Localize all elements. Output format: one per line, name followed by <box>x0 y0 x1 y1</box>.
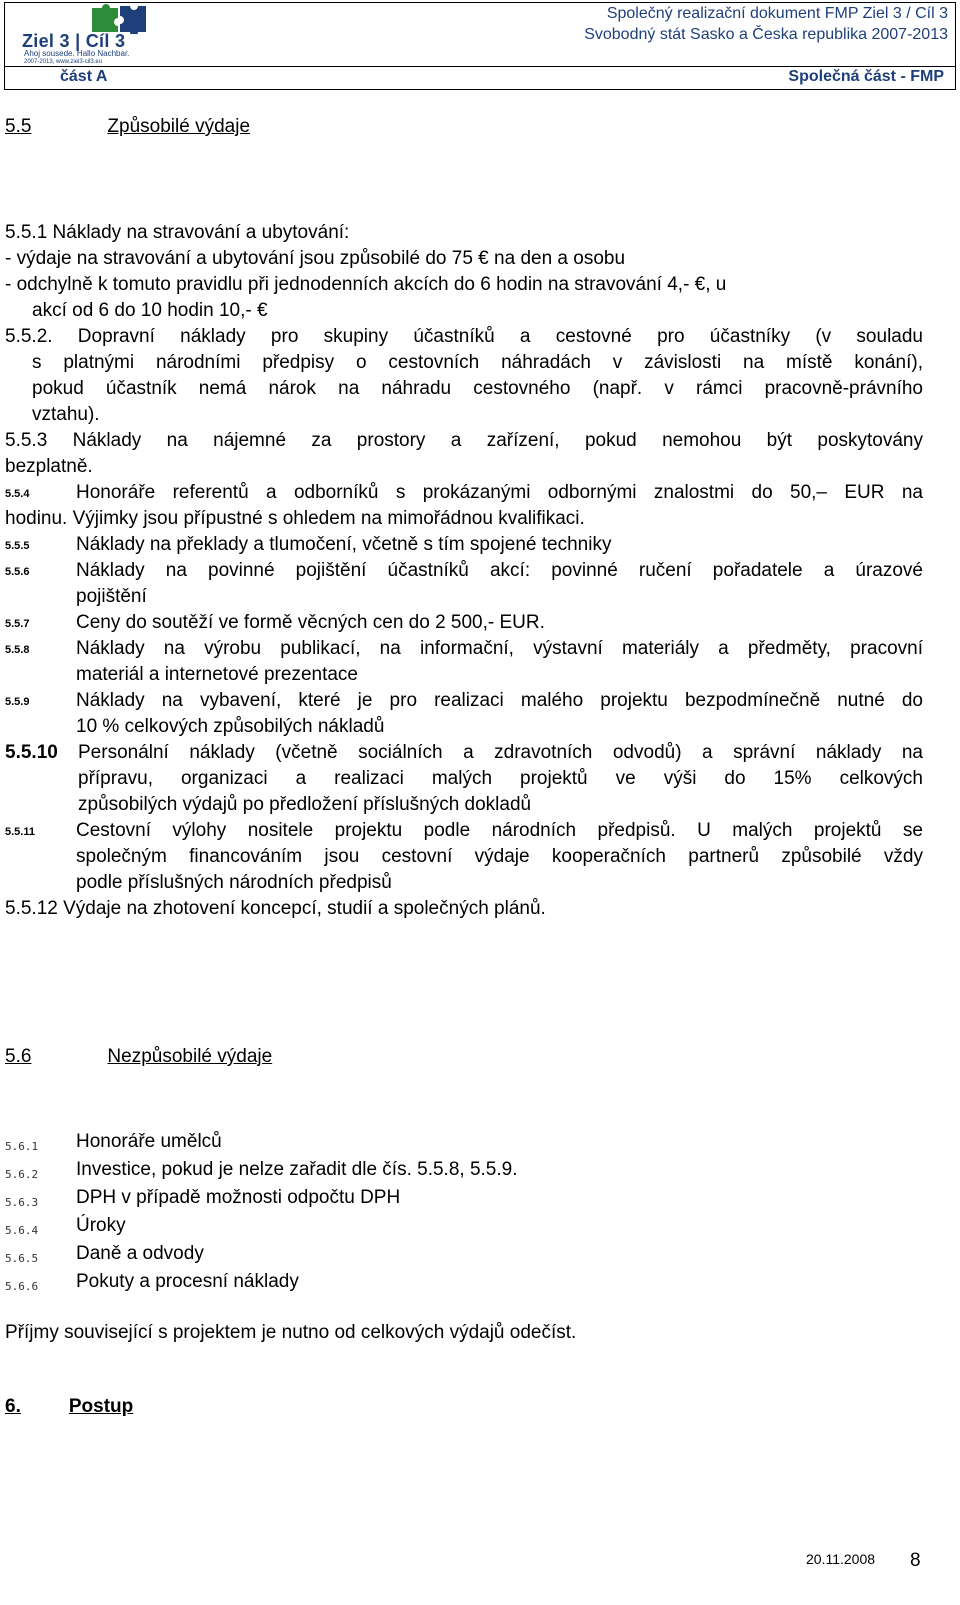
item-5-5-10-number: 5.5.10 <box>5 742 58 763</box>
item-5-5-8-number: 5.5.8 <box>5 644 30 656</box>
ziel3-logo <box>22 4 152 64</box>
page-number: 8 <box>910 1550 921 1571</box>
item-5-5-1-heading: 5.5.1 Náklady na stravování a ubytování: <box>5 222 350 243</box>
section-5-6-heading <box>5 1046 272 1068</box>
item-5-5-10-line2: přípravu, organizaci a realizaci malých projektů ve výši do 15% celkových <box>78 768 923 789</box>
item-5-5-11-line2: společným financováním jsou cestovní výdaje kooperačních partnerů způsobilé vždy <box>76 846 923 867</box>
puzzle-logo-icon <box>90 4 148 34</box>
item-5-5-2-line3: pokud účastník nemá nárok na náhradu cestovného (např. v rámci pracovně-právního <box>32 378 923 399</box>
item-5-5-1-bullet-2-cont: akcí od 6 do 10 hodin 10,- € <box>32 300 268 321</box>
page-header <box>4 2 958 90</box>
item-5-5-10-line3: způsobilých výdajů po předložení příslušných dokladů <box>78 794 532 815</box>
item-5-5-4-line1: Honoráře referentů a odborníků s prokázanými odbornými znalostmi do 50,– EUR na <box>76 482 923 503</box>
section-5-5-heading <box>5 116 250 138</box>
item-5-5-5-line1: Náklady na překlady a tlumočení, včetně s tím spojené techniky <box>76 534 612 555</box>
section-5-6-title: Nezpůsobilé výdaje <box>107 1046 273 1067</box>
item-5-5-8-line1: Náklady na výrobu publikací, na informační, výstavní materiály a předměty, pracovní <box>76 638 923 659</box>
section-6-number: 6. <box>5 1396 21 1417</box>
item-5-5-6-line2: pojištění <box>76 586 147 607</box>
item-5-5-2-line2: s platnými národními předpisy o cestovních náhradách v závislosti na místě konání), <box>32 352 923 373</box>
item-5-5-5-number: 5.5.5 <box>5 540 30 552</box>
header-divider <box>4 66 956 67</box>
item-5-5-4-number: 5.5.4 <box>5 488 30 500</box>
item-5-5-11-line3: podle příslušných národních předpisů <box>76 872 392 893</box>
item-5-5-6-number: 5.5.6 <box>5 566 30 578</box>
list-item: Honoráře umělců <box>76 1131 222 1152</box>
item-5-5-11-number: 5.5.11 <box>5 826 35 838</box>
logo-url: 2007-2013, www.ziel3-cil3.eu <box>24 59 103 65</box>
section-6-title: Postup <box>68 1396 134 1417</box>
item-5-5-2-line1: 5.5.2. Dopravní náklady pro skupiny účastníků a cestovné pro účastníky (v souladu <box>5 326 923 347</box>
item-5-5-11-line1: Cestovní výlohy nositele projektu podle národních předpisů. U malých projektů se <box>76 820 923 841</box>
header-part-left: část A <box>60 68 108 85</box>
list-item: Pokuty a procesní náklady <box>76 1271 299 1292</box>
item-5-5-3-line2: bezplatně. <box>5 456 93 477</box>
item-5-5-7-number: 5.5.7 <box>5 618 30 630</box>
item-5-5-9-line1: Náklady na vybavení, které je pro realizaci malého projektu bezpodmínečně nutné do <box>76 690 923 711</box>
list-item-number: 5.6.6 <box>5 1280 39 1293</box>
item-5-5-1-bullet-1: - výdaje na stravování a ubytování jsou způsobilé do 75 € na den a osobu <box>5 248 626 269</box>
header-title-line1: Společný realizační dokument FMP Ziel 3 / Cíl 3 <box>606 5 948 22</box>
list-item-number: 5.6.1 <box>5 1140 39 1153</box>
item-5-5-2-line4: vztahu). <box>32 404 100 425</box>
header-part-right: Společná část - FMP <box>788 68 944 85</box>
list-item-number: 5.6.3 <box>5 1196 39 1209</box>
logo-brand: Ziel 3 | Cíl 3 <box>22 31 126 51</box>
logo-tagline: Ahoj sousede. Hallo Nachbar. <box>24 49 130 58</box>
section-5-6-number: 5.6 <box>5 1046 32 1067</box>
section-5-5-number: 5.5 <box>5 116 32 137</box>
footer-date: 20.11.2008 <box>806 1551 876 1567</box>
list-item: Úroky <box>76 1215 126 1236</box>
section-6-heading <box>5 1396 133 1418</box>
list-item-number: 5.6.4 <box>5 1224 39 1237</box>
header-title-line2: Svobodný stát Sasko a Česka republika 2007-2013 <box>584 26 948 43</box>
item-5-5-12-line1: 5.5.12 Výdaje na zhotovení koncepcí, studií a společných plánů. <box>5 898 546 919</box>
item-5-5-9-line2: 10 % celkových způsobilých nákladů <box>76 716 385 737</box>
list-item-number: 5.6.5 <box>5 1252 39 1265</box>
list-item: Investice, pokud je nelze zařadit dle čís. 5.5.8, 5.5.9. <box>76 1159 518 1180</box>
item-5-5-9-number: 5.5.9 <box>5 696 30 708</box>
item-5-5-3-line1: 5.5.3 Náklady na nájemné za prostory a zařízení, pokud nemohou být poskytovány <box>5 430 923 451</box>
list-item: Daně a odvody <box>76 1243 204 1264</box>
item-5-5-1-bullet-2: - odchylně k tomuto pravidlu při jednodenních akcích do 6 hodin na stravování 4,- €, u <box>5 274 727 295</box>
list-item: DPH v případě možnosti odpočtu DPH <box>76 1187 401 1208</box>
item-5-5-10-line1: Personální náklady (včetně sociálních a zdravotních odvodů) a správní náklady na <box>78 742 923 763</box>
item-5-5-6-line1: Náklady na povinné pojištění účastníků akcí: povinné ručení pořadatele a úrazové <box>76 560 923 581</box>
item-5-5-7-line1: Ceny do soutěží ve formě věcných cen do 2 500,- EUR. <box>76 612 545 633</box>
section-5-6-note: Příjmy související s projektem je nutno od celkových výdajů odečíst. <box>5 1322 577 1343</box>
item-5-5-8-line2: materiál a internetové prezentace <box>76 664 358 685</box>
list-item-number: 5.6.2 <box>5 1168 39 1181</box>
section-5-5-title: Způsobilé výdaje <box>107 116 251 137</box>
item-5-5-4-line2: hodinu. Výjimky jsou přípustné s ohledem na mimořádnou kvalifikaci. <box>5 508 585 529</box>
